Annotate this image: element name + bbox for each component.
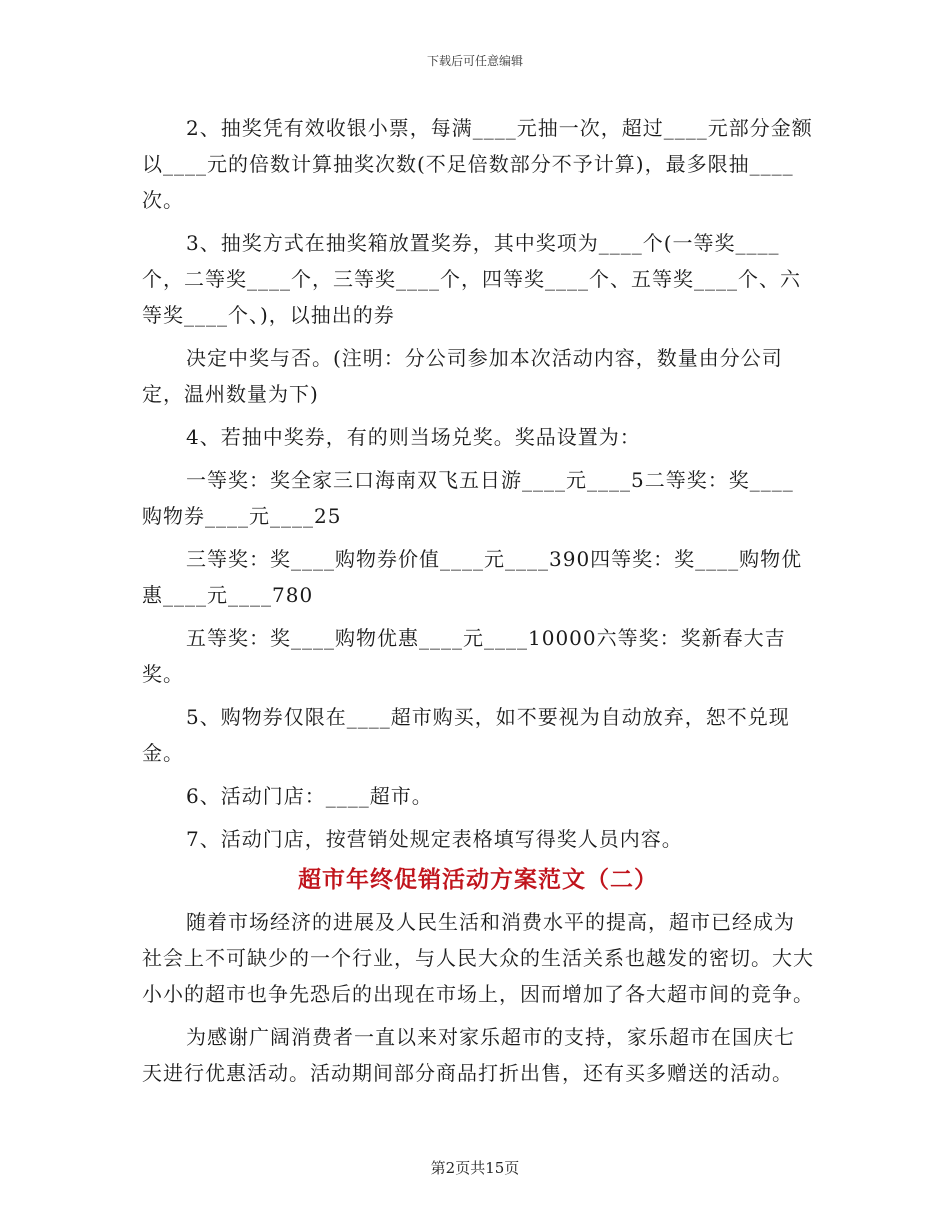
paragraph-item-7: 7、活动门店，按营销处规定表格填写得奖人员内容。 [186, 827, 683, 851]
prize-fifth-sixth: 五等奖：奖____购物优惠____元____10000六等奖：奖新春大吉奖。 [142, 626, 786, 686]
prize-first-second: 一等奖：奖全家三口海南双飞五日游____元____5二等奖：奖____购物券____元____25 [142, 468, 794, 528]
page-header: 下载后可任意编辑 [426, 54, 523, 68]
paragraph-note: 决定中奖与否。(注明：分公司参加本次活动内容，数量由分公司定，温州数量为下) [142, 346, 783, 406]
paragraph-item-3: 3、抽奖方式在抽奖箱放置奖券，其中奖项为____个(一等奖____个，二等奖____个，三等奖____个，四等奖____个、五等奖____个、六等奖____个、)，以抽出的券 [142, 231, 801, 327]
paragraph-thanks: 为感谢广阔消费者一直以来对家乐超市的支持，家乐超市在国庆七天进行优惠活动。活动期间部分商品打折出售，还有买多赠送的活动。 [142, 1025, 795, 1085]
paragraph-item-4: 4、若抽中奖券，有的则当场兑奖。奖品设置为： [186, 425, 641, 449]
paragraph-item-5: 5、购物券仅限在____超市购买，如不要视为自动放弃，恕不兑现金。 [142, 705, 790, 765]
paragraph-item-2: 2、抽奖凭有效收银小票，每满____元抽一次，超过____元部分金额以____元的倍数计算抽奖次数(不足倍数部分不予计算)，最多限抽____次。 [142, 116, 813, 212]
page-footer: 第2页共15页 [430, 1159, 520, 1177]
prize-third-fourth: 三等奖：奖____购物券价值____元____390四等奖：奖____购物优惠____元____780 [142, 547, 803, 607]
section-title: 超市年终促销活动方案范文（二） [298, 867, 658, 893]
document-body [142, 110, 814, 1098]
paragraph-intro: 随着市场经济的进展及人民生活和消费水平的提高，超市已经成为社会上不可缺少的一个行业，与人民大众的生活关系也越发的密切。大大小小的超市也争先恐后的出现在市场上，因而增加了各大超市间的竞争。 [142, 910, 814, 1006]
paragraph-item-6: 6、活动门店：____超市。 [186, 784, 433, 808]
